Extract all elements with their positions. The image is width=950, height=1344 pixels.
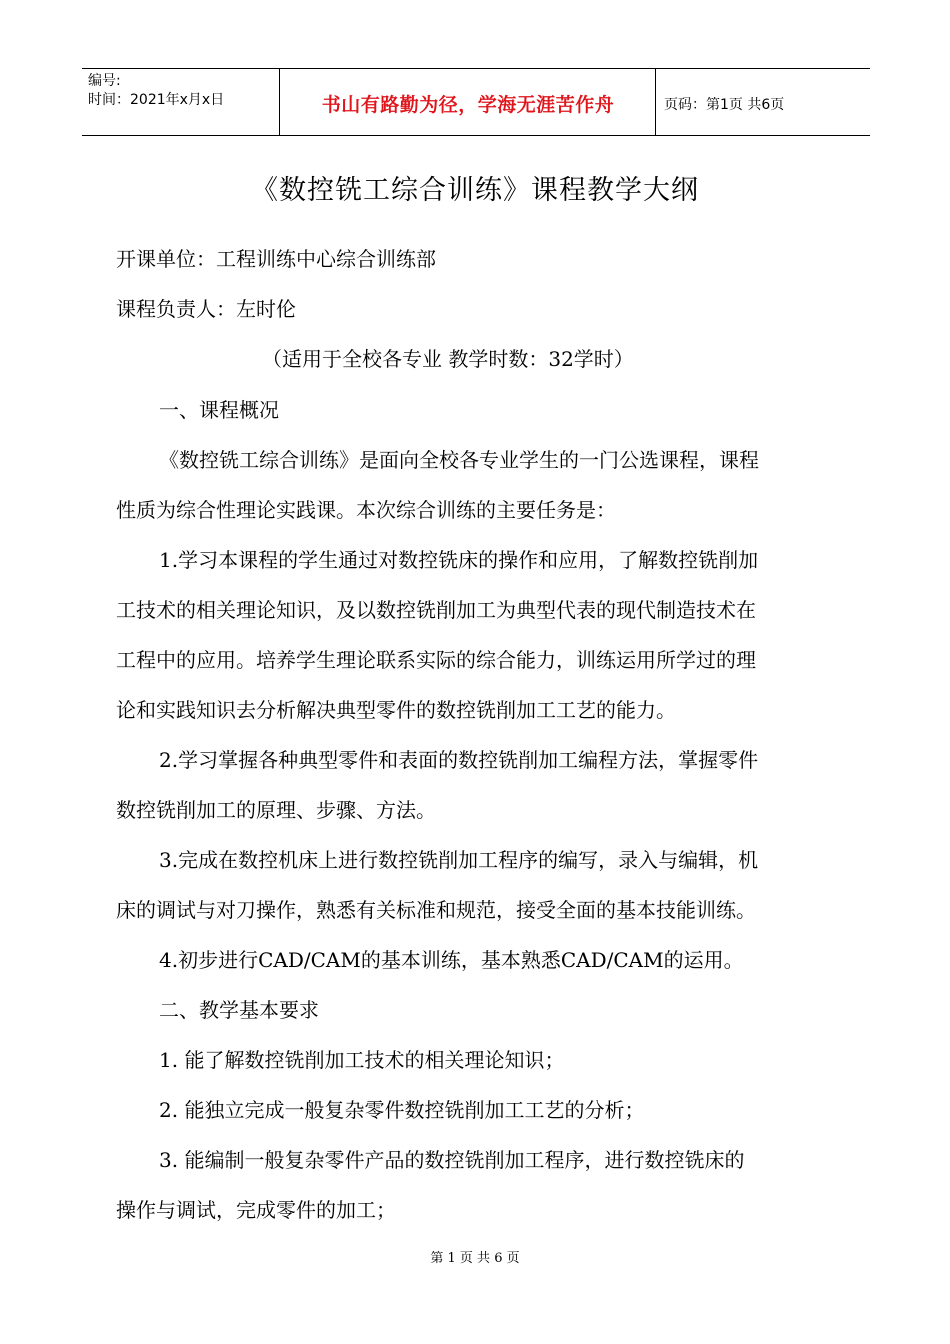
- body-line: 工程中的应用。培养学生理论联系实际的综合能力，训练运用所学过的理: [116, 648, 756, 672]
- body-line: （适用于全校各专业 教学时数：32学时）: [262, 347, 634, 371]
- body-line: 开课单位：工程训练中心综合训练部: [116, 247, 436, 271]
- body-line: 《数控铣工综合训练》是面向全校各专业学生的一门公选课程，课程: [159, 448, 759, 472]
- header-divider-left: [279, 68, 280, 135]
- body-line: 4.初步进行CAD/CAM的基本训练，基本熟悉CAD/CAM的运用。: [159, 948, 744, 972]
- body-line: 2.学习掌握各种典型零件和表面的数控铣削加工编程方法，掌握零件: [159, 748, 759, 772]
- body-line: 3.完成在数控机床上进行数控铣削加工程序的编写，录入与编辑，机: [159, 848, 759, 872]
- header-divider-right: [655, 68, 656, 135]
- section-heading: 二、教学基本要求: [159, 998, 319, 1022]
- section-heading: 一、课程概况: [159, 398, 279, 422]
- document-title: 《数控铣工综合训练》课程教学大纲: [251, 175, 699, 206]
- header-top-rule: [82, 68, 870, 69]
- page-footer: 第 1 页 共 6 页: [430, 1251, 520, 1266]
- body-line: 床的调试与对刀操作，熟悉有关标准和规范，接受全面的基本技能训练。: [116, 898, 756, 922]
- body-line: 论和实践知识去分析解决典型零件的数控铣削加工工艺的能力。: [116, 698, 676, 722]
- body-line: 2. 能独立完成一般复杂零件数控铣削加工工艺的分析；: [159, 1098, 645, 1122]
- header-meta: [88, 72, 224, 110]
- date-label: 时间：2021年x月x日: [88, 92, 225, 108]
- header-motto: 书山有路勤为径，学海无涯苦作舟: [321, 94, 615, 116]
- body-line: 课程负责人：左时伦: [116, 297, 296, 321]
- header-bottom-rule: [82, 135, 870, 136]
- body-line: 数控铣削加工的原理、步骤、方法。: [116, 798, 436, 822]
- body-line: 3. 能编制一般复杂零件产品的数控铣削加工程序，进行数控铣床的: [159, 1148, 745, 1172]
- number-label: 编号:: [88, 73, 121, 89]
- body-line: 性质为综合性理论实践课。本次综合训练的主要任务是：: [116, 498, 616, 522]
- body-line: 1. 能了解数控铣削加工技术的相关理论知识；: [159, 1048, 565, 1072]
- body-line: 操作与调试，完成零件的加工；: [116, 1198, 396, 1222]
- header-page-info: 页码：第1页 共6页: [664, 97, 785, 113]
- body-line: 1.学习本课程的学生通过对数控铣床的操作和应用，了解数控铣削加: [159, 548, 759, 572]
- body-line: 工技术的相关理论知识，及以数控铣削加工为典型代表的现代制造技术在: [116, 598, 756, 622]
